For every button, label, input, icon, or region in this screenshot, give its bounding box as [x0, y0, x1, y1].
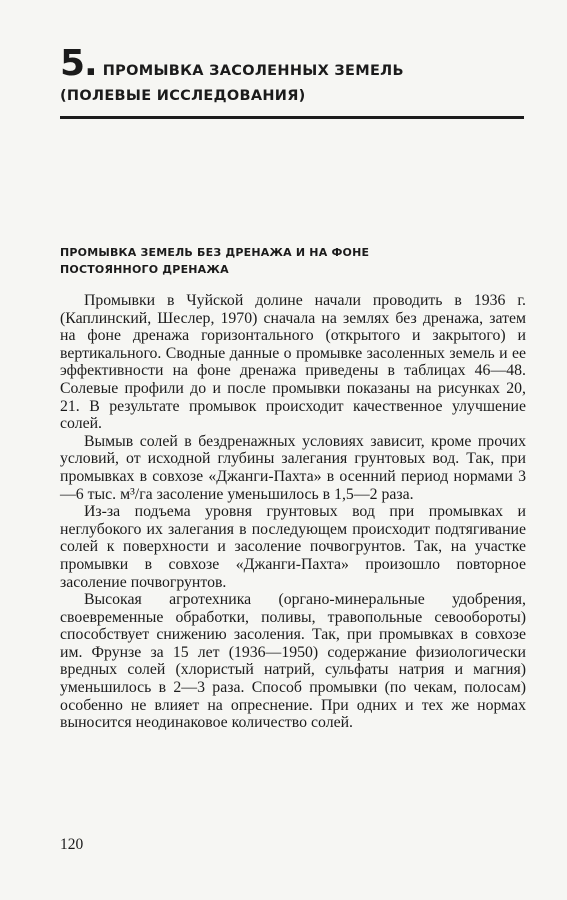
chapter-title-line-2: (ПОЛЕВЫЕ ИССЛЕДОВАНИЯ) — [60, 88, 306, 104]
paragraph-4: Высокая агротехника (органо-минеральные удобрения, своевременные обработки, поливы, травопольные севообороты) способствует снижению засоления. Так, при промывках в совхозе им. Фрунзе за 15 лет (1936—1950) содержание физиологически вредных солей (хлористый натрий, сульфаты натрия и магния) уменьшилось в 2—3 раза. Способ промывки (по чекам, полосам) особенно не влияет на опреснение. При одних и тех же нормах выносится неодинаковое количество солей. — [60, 591, 526, 732]
chapter-number: 5. — [60, 43, 97, 84]
paragraph-2: Вымыв солей в бездренажных условиях зависит, кроме прочих условий, от исходной глубины залегания грунтовых вод. Так, при промывках в совхозе «Джанги-Пахта» в осенний период нормами 3—6 тыс. м³/га засоление уменьшилось в 1,5—2 раза. — [60, 432, 526, 503]
chapter-title-line-1: ПРОМЫВКА ЗАСОЛЕННЫХ ЗЕМЕЛЬ — [102, 63, 404, 79]
paragraph-1: Промывки в Чуйской долине начали проводить в 1936 г. (Каплинский, Шеслер, 1970) сначала на землях без дренажа, затем на фоне дренажа горизонтального (открытого и закрытого) и вертикального. Сводные данные о промывке засоленных земель и ее эффективности на фоне дренажа приведены в таблицах 46—48. Солевые профили до и после промывки показаны на рисунках 20, 21. В результате промывок происходит качественное улучшение солей. — [60, 292, 526, 433]
page-number: 120 — [60, 836, 84, 853]
section-heading — [60, 244, 520, 278]
section-title-line-1: ПРОМЫВКА ЗЕМЕЛЬ БЕЗ ДРЕНАЖА И НА ФОНЕ — [60, 246, 370, 259]
chapter-heading-line-1 — [60, 44, 530, 84]
chapter-divider — [60, 116, 524, 119]
paragraph-3: Из-за подъема уровня грунтовых вод при промывках и неглубокого их залегания в последующем происходит подтягивание солей к поверхности и засоление почвогрунтов. Так, на участке промывки в совхозе «Джанги-Пахта» произошло повторное засоление почвогрунтов. — [60, 503, 526, 591]
body-text — [60, 292, 526, 732]
chapter-heading — [60, 44, 530, 104]
section-title-line-2: ПОСТОЯННОГО ДРЕНАЖА — [60, 263, 229, 276]
